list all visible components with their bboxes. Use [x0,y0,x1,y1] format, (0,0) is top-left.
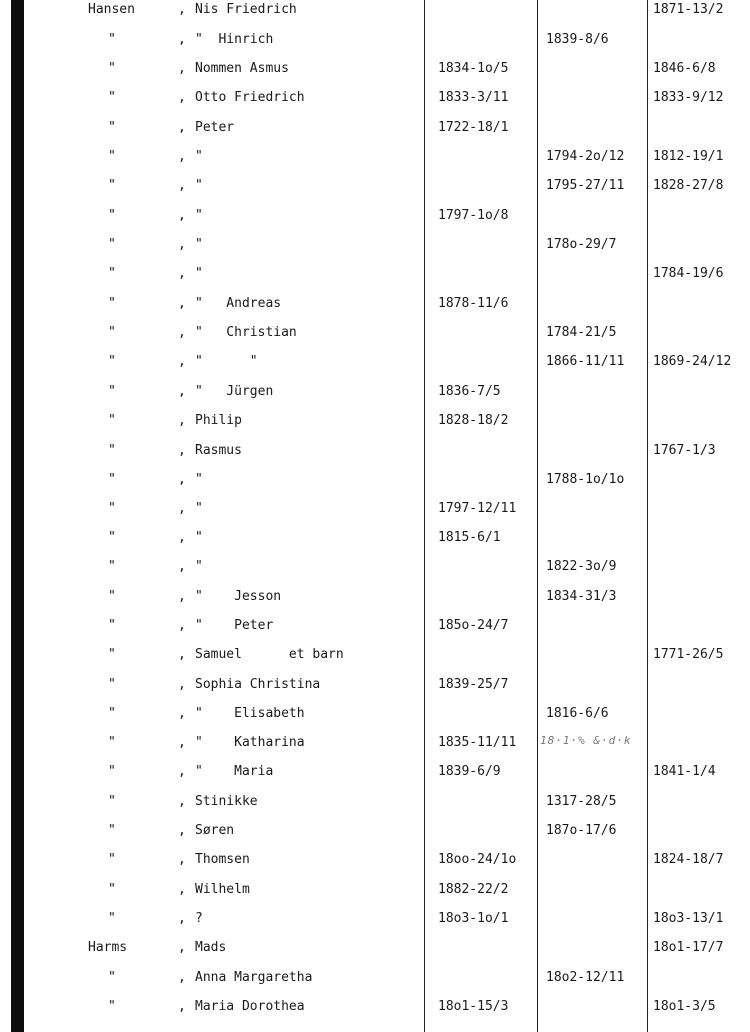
given-name-cell: " [195,178,203,193]
date-col-1-cell: 1834-1o/5 [438,61,509,76]
date-col-3-cell: 1828-27/8 [653,178,724,193]
table-row [0,30,750,50]
surname-cell: " [108,589,116,604]
date-col-3-cell: 1812-19/1 [653,149,724,164]
date-col-3-cell: 1771-26/5 [653,647,724,662]
table-row [0,821,750,841]
date-col-1-cell: 1815-6/1 [438,530,501,545]
date-col-2-cell: 178o-29/7 [546,237,617,252]
table-row [0,587,750,607]
date-col-2-cell: 1866-11/11 [546,354,625,369]
surname-cell: " [108,999,116,1014]
date-col-1-cell: 18o3-1o/1 [438,911,509,926]
surname-cell: " [108,178,116,193]
date-col-1-cell: 1833-3/11 [438,90,509,105]
surname-cell: " [108,882,116,897]
surname-cell: " [108,677,116,692]
date-col-1-cell: 1839-6/9 [438,764,501,779]
separator-comma: , [178,618,186,633]
surname-cell: " [108,559,116,574]
date-col-2-cell: 1839-8/6 [546,32,609,47]
table-row [0,938,750,958]
surname-cell: " [108,266,116,281]
separator-comma: , [178,120,186,135]
separator-comma: , [178,296,186,311]
date-col-2-cell: 1816-6/6 [546,706,609,721]
separator-comma: , [178,443,186,458]
given-name-cell: Wilhelm [195,882,250,897]
given-name-cell: Nis Friedrich [195,2,297,17]
given-name-cell: Søren [195,823,235,838]
separator-comma: , [178,823,186,838]
date-col-1-cell: 18o1-15/3 [438,999,509,1014]
given-name-cell: Peter [195,120,235,135]
separator-comma: , [178,208,186,223]
table-row [0,792,750,812]
date-col-1-cell: 1722-18/1 [438,120,509,135]
table-row [0,968,750,988]
given-name-cell: " Jürgen [195,384,274,399]
surname-cell: " [108,325,116,340]
given-name-cell: " " [195,354,258,369]
surname-cell: " [108,149,116,164]
given-name-cell: " [195,559,203,574]
table-row [0,704,750,724]
table-row [0,0,750,20]
table-row [0,997,750,1017]
date-col-2-cell: 1822-3o/9 [546,559,617,574]
separator-comma: , [178,794,186,809]
table-row [0,645,750,665]
separator-comma: , [178,2,186,17]
given-name-cell: Anna Margaretha [195,970,313,985]
table-row [0,88,750,108]
date-col-2-cell: 1795-27/11 [546,178,625,193]
separator-comma: , [178,384,186,399]
surname-cell: " [108,852,116,867]
surname-cell: " [108,32,116,47]
table-row [0,850,750,870]
separator-comma: , [178,90,186,105]
given-name-cell: " Andreas [195,296,282,311]
date-col-1-cell: 18oo-24/1o [438,852,517,867]
table-row [0,118,750,138]
surname-cell: Harms [88,940,128,955]
separator-comma: , [178,413,186,428]
separator-comma: , [178,764,186,779]
surname-cell: " [108,794,116,809]
separator-comma: , [178,852,186,867]
date-col-2-cell: 18o2-12/11 [546,970,625,985]
surname-cell: " [108,384,116,399]
separator-comma: , [178,325,186,340]
surname-cell: " [108,443,116,458]
surname-cell: " [108,413,116,428]
date-col-3-cell: 1824-18/7 [653,852,724,867]
table-row [0,176,750,196]
date-col-2-cell: 1784-21/5 [546,325,617,340]
date-col-1-cell: 1836-7/5 [438,384,501,399]
table-row [0,147,750,167]
given-name-cell: " [195,501,203,516]
separator-comma: , [178,354,186,369]
date-col-1-cell: 1878-11/6 [438,296,509,311]
date-col-2-cell: 1788-1o/1o [546,472,625,487]
surname-cell: " [108,90,116,105]
separator-comma: , [178,149,186,164]
surname-cell: " [108,647,116,662]
separator-comma: , [178,940,186,955]
separator-comma: , [178,61,186,76]
date-col-1-cell: 1835-11/11 [438,735,517,750]
separator-comma: , [178,266,186,281]
surname-cell: " [108,61,116,76]
table-row [0,733,750,753]
date-col-1-cell: 1839-25/7 [438,677,509,692]
given-name-cell: " Hinrich [195,32,274,47]
given-name-cell: Mads [195,940,227,955]
given-name-cell: Sophia Christina [195,677,321,692]
date-col-3-cell: 1841-1/4 [653,764,716,779]
given-name-cell: Otto Friedrich [195,90,305,105]
table-row [0,206,750,226]
given-name-cell: " [195,266,203,281]
table-row [0,382,750,402]
surname-cell: " [108,618,116,633]
table-row [0,59,750,79]
separator-comma: , [178,472,186,487]
date-col-3-cell: 18o1-3/5 [653,999,716,1014]
given-name-cell: Rasmus [195,443,242,458]
table-row [0,470,750,490]
date-col-3-cell: 1846-6/8 [653,61,716,76]
surname-cell: " [108,706,116,721]
table-row [0,411,750,431]
surname-cell: " [108,296,116,311]
separator-comma: , [178,178,186,193]
table-row [0,352,750,372]
given-name-cell: Nommen Asmus [195,61,289,76]
table-row [0,762,750,782]
date-col-3-cell: 1833-9/12 [653,90,724,105]
table-row [0,880,750,900]
separator-comma: , [178,501,186,516]
given-name-cell: " Katharina [195,735,305,750]
separator-comma: , [178,706,186,721]
date-col-3-cell: 1871-13/2 [653,2,724,17]
separator-comma: , [178,589,186,604]
surname-cell: Hansen [88,2,135,17]
surname-cell: " [108,237,116,252]
table-row [0,264,750,284]
surname-cell: " [108,208,116,223]
surname-cell: " [108,735,116,750]
table-row [0,441,750,461]
surname-cell: " [108,823,116,838]
given-name-cell: Philip [195,413,242,428]
date-col-2-cell: 1317-28/5 [546,794,617,809]
given-name-cell: " Peter [195,618,274,633]
table-row [0,557,750,577]
date-col-3-cell: 1767-1/3 [653,443,716,458]
separator-comma: , [178,237,186,252]
given-name-cell: Samuel et barn [195,647,344,662]
date-col-1-cell: 1882-22/2 [438,882,509,897]
given-name-cell: " Elisabeth [195,706,305,721]
date-col-3-cell: 18o1-17/7 [653,940,724,955]
handwritten-note: 18·1·% &·d·k [540,734,632,747]
table-row [0,616,750,636]
given-name-cell: " Jesson [195,589,282,604]
date-col-3-cell: 1869-24/12 [653,354,732,369]
given-name-cell: " [195,237,203,252]
given-name-cell: " Maria [195,764,274,779]
date-col-1-cell: 185o-24/7 [438,618,509,633]
date-col-1-cell: 1828-18/2 [438,413,509,428]
separator-comma: , [178,970,186,985]
separator-comma: , [178,530,186,545]
separator-comma: , [178,735,186,750]
date-col-1-cell: 1797-1o/8 [438,208,509,223]
table-row [0,528,750,548]
given-name-cell: ? [195,911,203,926]
separator-comma: , [178,647,186,662]
date-col-1-cell: 1797-12/11 [438,501,517,516]
given-name-cell: " [195,472,203,487]
date-col-3-cell: 1784-19/6 [653,266,724,281]
table-row [0,499,750,519]
surname-cell: " [108,764,116,779]
separator-comma: , [178,32,186,47]
given-name-cell: Stinikke [195,794,258,809]
surname-cell: " [108,970,116,985]
given-name-cell: " [195,149,203,164]
table-row [0,909,750,929]
date-col-2-cell: 1834-31/3 [546,589,617,604]
date-col-2-cell: 1794-2o/12 [546,149,625,164]
date-col-2-cell: 187o-17/6 [546,823,617,838]
table-row [0,235,750,255]
surname-cell: " [108,911,116,926]
surname-cell: " [108,472,116,487]
given-name-cell: " [195,208,203,223]
date-col-3-cell: 18o3-13/1 [653,911,724,926]
given-name-cell: Thomsen [195,852,250,867]
given-name-cell: Maria Dorothea [195,999,305,1014]
surname-cell: " [108,530,116,545]
separator-comma: , [178,999,186,1014]
separator-comma: , [178,677,186,692]
separator-comma: , [178,911,186,926]
given-name-cell: " Christian [195,325,297,340]
separator-comma: , [178,882,186,897]
table-row [0,323,750,343]
table-row [0,675,750,695]
table-row [0,294,750,314]
given-name-cell: " [195,530,203,545]
surname-cell: " [108,501,116,516]
separator-comma: , [178,559,186,574]
surname-cell: " [108,354,116,369]
surname-cell: " [108,120,116,135]
